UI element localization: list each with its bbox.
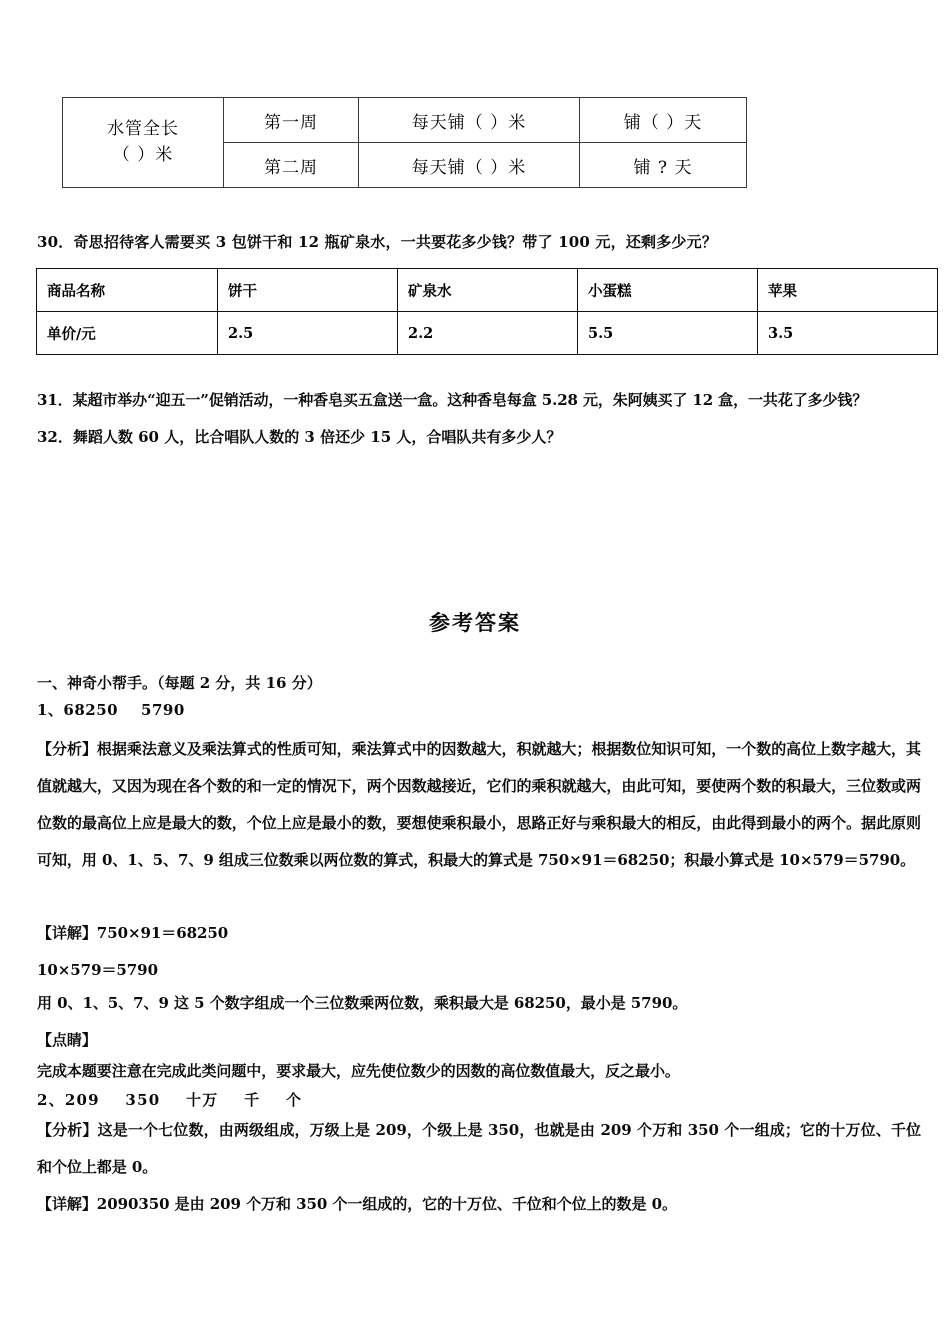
goods-name-header: 商品名称 <box>37 269 218 312</box>
price-apple: 3.5 <box>758 312 938 355</box>
week-two-days-cell: 铺 ? 天 <box>580 143 747 188</box>
table-row <box>63 98 747 143</box>
answer-1-summary: 用 0、1、5、7、9 这 5 个数字组成一个三位数乘两位数，乘积最大是 68250，最小是 5790。 <box>37 994 688 1012</box>
week-one-per-day-cell: 每天铺（ ）米 <box>359 98 580 143</box>
answer-1-keypoint: 完成本题要注意在完成此类问题中，要求最大，应先使位数少的因数的高位数值最大，反之最小。 <box>37 1062 680 1080</box>
unit-price-header: 单价/元 <box>37 312 218 355</box>
question-32-text: 32．舞蹈人数 60 人，比合唱队人数的 3 倍还少 15 人，合唱队共有多少人？ <box>37 428 562 446</box>
answer-1-analysis: 【分析】根据乘法意义及乘法算式的性质可知，乘法算式中的因数越大，积就越大；根据数位知识可知，一个数的高位上数字越大，其值就越大，又因为现在各个数的和一定的情况下，两个因数越接近，它们的乘积就越大，由此可知，要使两个数的积最大，三位数或两位数的最高位上应是最大的数，个位上应是最小的数，要想使乘积最小，思路正好与乘积最大的相反，由此得到最小的两个。据此原则可知，用 0、1、5、7、9 组成三位数乘以两位数的算式，积最大的算式是 750×91＝68250；积最小算式是 10×579＝5790。 <box>37 740 921 869</box>
answers-section-title: 一、神奇小帮手。（每题 2 分，共 16 分） <box>37 674 322 692</box>
week-one-cell: 第一周 <box>224 98 359 143</box>
pipe-length-table <box>62 97 747 188</box>
answer-2-value: 2、209 350 十万 千 个 <box>37 1091 303 1109</box>
pipe-total-length-blank: （ ）米 <box>112 144 174 165</box>
table-row <box>37 312 938 355</box>
goods-name-water: 矿泉水 <box>398 269 578 312</box>
goods-name-biscuit: 饼干 <box>218 269 398 312</box>
answer-1-value: 1、68250 5790 <box>37 701 185 719</box>
pipe-total-length-label: 水管全长 <box>107 119 179 139</box>
answers-heading: 参考答案 <box>429 610 521 635</box>
answer-1-keypoint-label: 【点睛】 <box>37 1031 97 1049</box>
goods-price-table <box>36 268 938 355</box>
goods-name-apple: 苹果 <box>758 269 938 312</box>
answer-2-analysis: 【分析】这是一个七位数，由两级组成，万级上是 209，个级上是 350，也就是由 209 个万和 350 个一组成；它的十万位、千位和个位上都是 0。 <box>37 1121 921 1176</box>
table-row <box>37 269 938 312</box>
answer-1-detail: 【详解】750×91＝68250 <box>37 924 229 942</box>
goods-name-cake: 小蛋糕 <box>578 269 758 312</box>
price-water: 2.2 <box>398 312 578 355</box>
week-one-days-cell: 铺（ ）天 <box>580 98 747 143</box>
question-30-text: 30．奇思招待客人需要买 3 包饼干和 12 瓶矿泉水，一共要花多少钱？带了 100 元，还剩多少元？ <box>37 233 718 251</box>
answer-1-calculation: 10×579＝5790 <box>37 961 158 979</box>
week-two-per-day-cell: 每天铺（ ）米 <box>359 143 580 188</box>
pipe-total-length-cell <box>63 98 224 188</box>
price-biscuit: 2.5 <box>218 312 398 355</box>
week-two-cell: 第二周 <box>224 143 359 188</box>
question-31-text: 31．某超市举办“迎五一”促销活动，一种香皂买五盒送一盒。这种香皂每盒 5.28 元，朱阿姨买了 12 盒，一共花了多少钱？ <box>37 391 868 409</box>
answer-2-detail: 【详解】2090350 是由 209 个万和 350 个一组成的，它的十万位、千位和个位上的数是 0。 <box>37 1195 677 1213</box>
price-cake: 5.5 <box>578 312 758 355</box>
